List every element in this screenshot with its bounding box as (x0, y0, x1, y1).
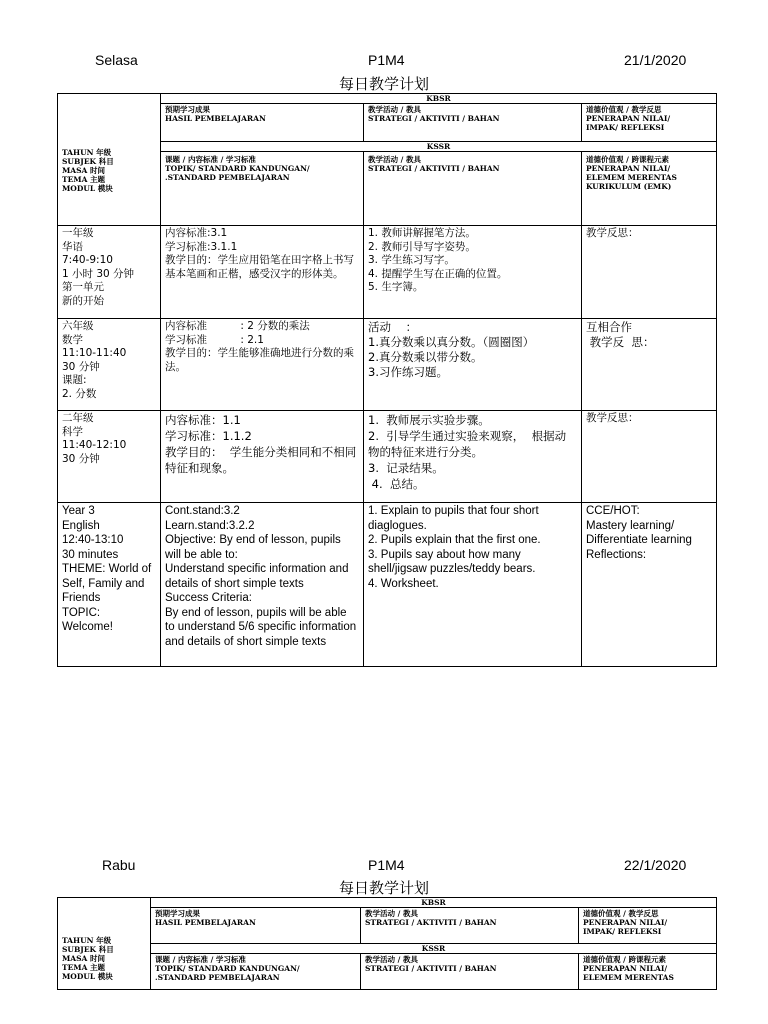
date-label: 22/1/2020 (624, 857, 687, 873)
left-labels (58, 94, 161, 226)
class-label: P1M4 (368, 857, 405, 873)
label-modul: MODUL 模块 (62, 183, 113, 193)
table-row (58, 411, 717, 503)
row-reflection: CCE/HOT: Mastery learning/ Differentiate learning Reflections: (582, 503, 717, 667)
kbsr-row (58, 94, 717, 104)
row-content: 内容标准:3.1 学习标准:3.1.1 教学目的：学生应用铅笔在田字格上书写基本笔画和正楷，感受汉字的形体美。 (161, 226, 364, 319)
label-tema: TEMA 主题 (62, 174, 106, 184)
row-reflection: 教学反思： (582, 226, 717, 319)
date-label: 21/1/2020 (624, 52, 687, 68)
kbsr-columns (58, 908, 717, 944)
class-label: P1M4 (368, 52, 405, 68)
kssr-header: KSSR (151, 944, 717, 954)
kssr-row (58, 944, 717, 954)
row-reflection: 互相合作 教学反 思： (582, 319, 717, 411)
plan-title: 每日教学计划 (338, 75, 429, 93)
table-row (58, 226, 717, 319)
lesson-plan-table (57, 93, 717, 667)
row-reflection: 教学反思： (582, 411, 717, 503)
row-activity: 1. 教师讲解握笔方法。 2. 教师引导写字姿势。 3. 学生练习写字。 4. 提醒学生写在正确的位置。 5. 生字簿。 (364, 226, 582, 319)
kssr-col-emk: 道德价值观 / 跨课程元素 PENERAPAN NILAI/ ELEMEM MERENTAS (579, 954, 717, 990)
table-row (58, 319, 717, 411)
row-content: 内容标准：1.1 学习标准：1.1.2 教学目的： 学生能分类相同和不相同特征和现象。 (161, 411, 364, 503)
label-tahun: TAHUN 年级 (62, 935, 112, 945)
kssr-col-topik: 课题 / 内容标准 / 学习标准 TOPIK/ STANDARD KANDUNGAN/ .STANDARD PEMBELAJARAN (161, 152, 364, 226)
row-info: 六年级 数学 11:10-11:40 30 分钟 课题: 2. 分数 (58, 319, 161, 411)
kbsr-col-hasil: 预期学习成果 HASIL PEMBELAJARAN (161, 104, 364, 142)
kssr-col-strategi: 教学活动 / 教具 STRATEGI / AKTIVITI / BAHAN (364, 152, 582, 226)
day-label: Rabu (102, 857, 136, 873)
day-label: Selasa (95, 52, 138, 68)
kbsr-col-hasil: 预期学习成果 HASIL PEMBELAJARAN (151, 908, 361, 944)
kbsr-header: KBSR (161, 94, 717, 104)
kssr-col-topik: 课题 / 内容标准 / 学习标准 TOPIK/ STANDARD KANDUNGAN/ .STANDARD PEMBELAJARAN (151, 954, 361, 990)
table-row (58, 503, 717, 667)
row-activity: 1. Explain to pupils that four short diaglogues. 2. Pupils explain that the first one. 3. Pupils say about how many shell/jigsaw puzzles/teddy bears. 4. Worksheet. (364, 503, 582, 667)
label-subjek: SUBJEK 科目 (62, 156, 114, 166)
label-tahun: TAHUN 年级 (62, 147, 112, 157)
kssr-header: KSSR (161, 142, 717, 152)
left-labels (58, 898, 151, 990)
label-modul: MODUL 模块 (62, 971, 113, 981)
kbsr-col-strategi: 教学活动 / 教具 STRATEGI / AKTIVITI / BAHAN (361, 908, 579, 944)
kbsr-row (58, 898, 717, 908)
row-info: 一年级 华语 7:40-9:10 1 小时 30 分钟 第一单元 新的开始 (58, 226, 161, 319)
row-activity: 活动 ： 1.真分数乘以真分数。（圆圈图） 2.真分数乘以带分数。 3.习作练习题。 (364, 319, 582, 411)
row-activity: 1. 教师展示实验步骤。 2. 引导学生通过实验来观察， 根据动物的特征来进行分类。 3. 记录结果。 4. 总结。 (364, 411, 582, 503)
label-masa: MASA 时间 (62, 165, 105, 175)
row-content: Cont.stand:3.2 Learn.stand:3.2.2 Objective: By end of lesson, pupils will be able to: Understand specific information and details of short simple texts Success Criteria: By end of lesson, pupils will be able to understand 5/6 specific information and details of short simple texts (161, 503, 364, 667)
kbsr-col-strategi: 教学活动 / 教具 STRATEGI / AKTIVITI / BAHAN (364, 104, 582, 142)
kssr-columns (58, 954, 717, 990)
plan-title: 每日教学计划 (338, 879, 429, 897)
label-tema: TEMA 主题 (62, 962, 106, 972)
kssr-col-strategi: 教学活动 / 教具 STRATEGI / AKTIVITI / BAHAN (361, 954, 579, 990)
label-masa: MASA 时间 (62, 953, 105, 963)
kbsr-col-nilai: 道德价值观 / 教学反思 PENERAPAN NILAI/ IMPAK/ REFLEKSI (582, 104, 717, 142)
row-content: 内容标准 : 2 分数的乘法 学习标准 : 2.1 教学目的：学生能够准确地进行分数的乘法。 (161, 319, 364, 411)
kbsr-col-nilai: 道德价值观 / 教学反思 PENERAPAN NILAI/ IMPAK/ REFLEKSI (579, 908, 717, 944)
kssr-col-emk: 道德价值观 / 跨课程元素 PENERAPAN NILAI/ ELEMEM MERENTAS KURIKULUM (EMK) (582, 152, 717, 226)
label-subjek: SUBJEK 科目 (62, 944, 114, 954)
kbsr-header: KBSR (151, 898, 717, 908)
lesson-plan-table (57, 897, 717, 990)
row-info: 二年级 科学 11:40-12:10 30 分钟 (58, 411, 161, 503)
row-info: Year 3 English 12:40-13:10 30 minutes THEME: World of Self, Family and Friends TOPIC: Welcome! (58, 503, 161, 667)
